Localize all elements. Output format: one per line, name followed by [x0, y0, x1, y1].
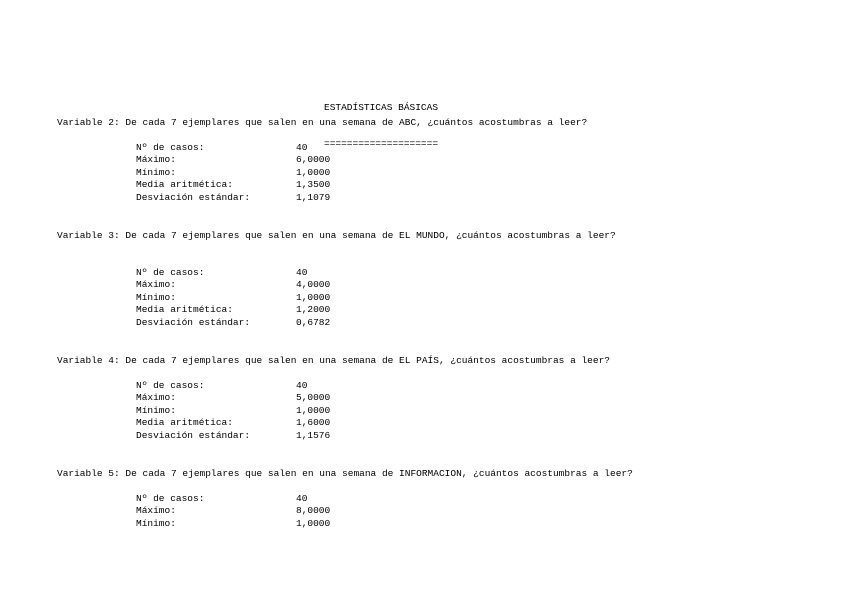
- stat-label: Media aritmética:: [136, 179, 233, 191]
- stat-label: Desviación estándar:: [136, 191, 251, 203]
- stats-block: [136, 267, 330, 329]
- variable-section: [57, 117, 837, 203]
- stat-row: [136, 142, 330, 154]
- stat-value: 1,0000: [296, 404, 331, 416]
- stat-value: 1,0000: [296, 517, 331, 529]
- stat-label: Mínimo:: [136, 291, 176, 303]
- stat-value: 5,0000: [296, 392, 331, 404]
- stat-row: [136, 317, 330, 329]
- stat-value: 4,0000: [296, 279, 331, 291]
- stat-value: 8,0000: [296, 505, 331, 517]
- stat-value: 1,6000: [296, 417, 331, 429]
- stat-value: 1,2000: [296, 304, 331, 316]
- stat-row: [136, 179, 330, 191]
- stat-label: Mínimo:: [136, 166, 176, 178]
- stat-value: 40: [296, 493, 308, 504]
- stat-label: Máximo:: [136, 392, 176, 404]
- variable-question: Variable 4: De cada 7 ejemplares que salen en una semana de EL PAÍS, ¿cuántos acostumbras a leer?: [57, 355, 610, 366]
- stat-row: [136, 380, 330, 392]
- stat-label: Mínimo:: [136, 517, 176, 529]
- title-underline: ====================: [324, 138, 439, 149]
- stat-row: [136, 518, 330, 530]
- stat-value: 1,0000: [296, 291, 331, 303]
- stat-label: Media aritmética:: [136, 417, 233, 429]
- variable-question: Variable 2: De cada 7 ejemplares que salen en una semana de ABC, ¿cuántos acostumbras a leer?: [57, 117, 588, 128]
- stat-row: [136, 192, 330, 204]
- stat-label: Media aritmética:: [136, 304, 233, 316]
- stat-row: [136, 430, 330, 442]
- stat-value: 1,0000: [296, 166, 331, 178]
- stat-label: Nº de casos:: [136, 267, 205, 278]
- stat-value: 1,3500: [296, 179, 331, 191]
- stat-label: Máximo:: [136, 505, 176, 517]
- stat-value: 1,1576: [296, 429, 331, 441]
- variable-section: [57, 230, 837, 328]
- stat-value: 0,6782: [296, 316, 331, 328]
- stat-label: Desviación estándar:: [136, 316, 251, 328]
- stat-label: Nº de casos:: [136, 493, 205, 504]
- stat-label: Máximo:: [136, 154, 176, 166]
- stat-row: [136, 505, 330, 517]
- stat-value: 1,1079: [296, 191, 331, 203]
- stat-row: [136, 493, 330, 505]
- stat-label: Máximo:: [136, 279, 176, 291]
- stat-value: 6,0000: [296, 154, 331, 166]
- stats-block: [136, 380, 330, 442]
- stat-label: Mínimo:: [136, 404, 176, 416]
- variable-question: Variable 3: De cada 7 ejemplares que salen en una semana de EL MUNDO, ¿cuántos acostumbras a leer?: [57, 230, 616, 241]
- variable-question: Variable 5: De cada 7 ejemplares que salen en una semana de INFORMACION, ¿cuántos acostumbras a leer?: [57, 468, 633, 479]
- stat-row: [136, 279, 330, 291]
- stat-row: [136, 417, 330, 429]
- stat-label: Nº de casos:: [136, 142, 205, 153]
- stat-value: 40: [296, 380, 308, 391]
- stat-value: 40: [296, 142, 308, 153]
- stat-row: [136, 154, 330, 166]
- stats-block: [136, 142, 330, 204]
- stat-row: [136, 267, 330, 279]
- variable-section: [57, 355, 837, 441]
- stat-label: Nº de casos:: [136, 380, 205, 391]
- stat-label: Desviación estándar:: [136, 429, 251, 441]
- variable-section: [57, 468, 837, 529]
- stat-row: [136, 304, 330, 316]
- stat-row: [136, 392, 330, 404]
- stat-row: [136, 167, 330, 179]
- report-title: ESTADÍSTICAS BÁSICAS: [324, 102, 439, 113]
- stat-value: 40: [296, 267, 308, 278]
- stats-block: [136, 493, 330, 530]
- stat-row: [136, 292, 330, 304]
- stat-row: [136, 405, 330, 417]
